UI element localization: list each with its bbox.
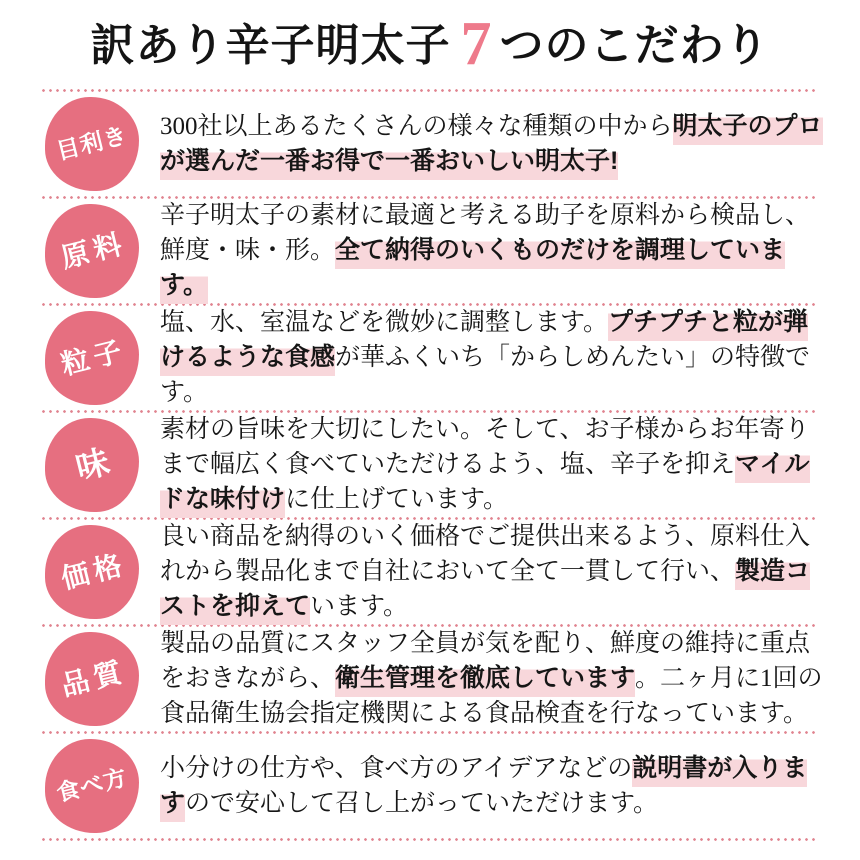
badge-label: 味: [71, 442, 113, 487]
dotted-separator: [42, 838, 818, 841]
badge-label: 原料: [58, 227, 131, 274]
badge-label: 粒子: [58, 334, 131, 381]
feature-text: [160, 305, 824, 410]
stamp-badge-mekiki: [46, 98, 138, 190]
plain-text: 小分けの仕方や、食べ方のアイデアなどの: [160, 754, 633, 782]
stamp-badge-aji: [46, 419, 138, 511]
feature-ryushi: [0, 306, 860, 410]
badge-label: 目利き: [53, 121, 130, 165]
highlighted-text: 明太子のプロが選んだ一番お得で一番おいしい明太子!: [160, 112, 823, 180]
page-title: [0, 0, 860, 89]
feature-text: [160, 109, 824, 179]
highlighted-text: 全て納得のいくものだけを調理しています。: [160, 236, 785, 304]
feature-text: [160, 519, 824, 624]
feature-aji: [0, 413, 860, 517]
title-number-7: 7: [460, 10, 493, 78]
stamp-badge-kakaku: [46, 526, 138, 618]
stamp-badge-ryushi: [46, 312, 138, 404]
feature-text: [160, 626, 824, 731]
plain-text: 製品の品質にスタッフ全員が気を配り、鮮度の維持に重点をおきながら、: [160, 630, 811, 693]
feature-kakaku: [0, 520, 860, 624]
plain-text: 良い商品を納得のいく価格でご提供出来るよう、原料仕入れから製品化まで自社において全て一貫して行い、: [160, 523, 811, 586]
feature-mekiki: [0, 92, 860, 196]
badge-label: 価格: [58, 548, 131, 595]
highlighted-text: プチプチと粒が弾けるような食感: [160, 308, 808, 376]
highlighted-text: 説明書が入ります: [160, 754, 807, 822]
feature-text: [160, 751, 824, 821]
plain-text: ので安心して召し上がっていただけます。: [185, 789, 659, 817]
badge-label: 食べ方: [53, 763, 130, 807]
feature-genryo: [0, 199, 860, 303]
feature-text: [160, 198, 824, 303]
plain-text: 塩、水、室温などを微妙に調整します。: [160, 309, 609, 337]
stamp-badge-hinshitsu: [46, 633, 138, 725]
feature-list: [0, 89, 860, 841]
plain-text: います。: [310, 593, 409, 621]
badge-label: 品質: [58, 655, 131, 702]
plain-text: 辛子明太子の素材に最適と考える助子を原料から検品し、鮮度・味・形。: [160, 202, 811, 265]
feature-text: [160, 412, 824, 517]
title-text-post: つのこだわり: [499, 21, 770, 70]
feature-tabekata: [0, 734, 860, 838]
plain-text: に仕上げています。: [285, 486, 509, 514]
highlighted-text: 衛生管理を徹底しています: [335, 664, 635, 697]
feature-hinshitsu: [0, 627, 860, 731]
stamp-badge-tabekata: [46, 740, 138, 832]
highlighted-text: マイルドな味付け: [160, 450, 810, 518]
highlighted-text: 製造コストを抑えて: [160, 557, 810, 625]
title-text-pre: 訳あり辛子明太子: [90, 21, 451, 70]
plain-text: 素材の旨味を大切にしたい。そして、お子様からお年寄りまで幅広く食べていただけるよう、塩、辛子を抑え: [160, 416, 810, 479]
plain-text: 300社以上あるたくさんの様々な種類の中から: [160, 112, 673, 140]
plain-text: が華ふくいち「からしめんたい」の特徴です。: [160, 344, 811, 407]
plain-text: 。二ヶ月に1回の食品衛生協会指定機関による食品検査を行なっています。: [160, 665, 823, 728]
stamp-badge-genryo: [46, 205, 138, 297]
